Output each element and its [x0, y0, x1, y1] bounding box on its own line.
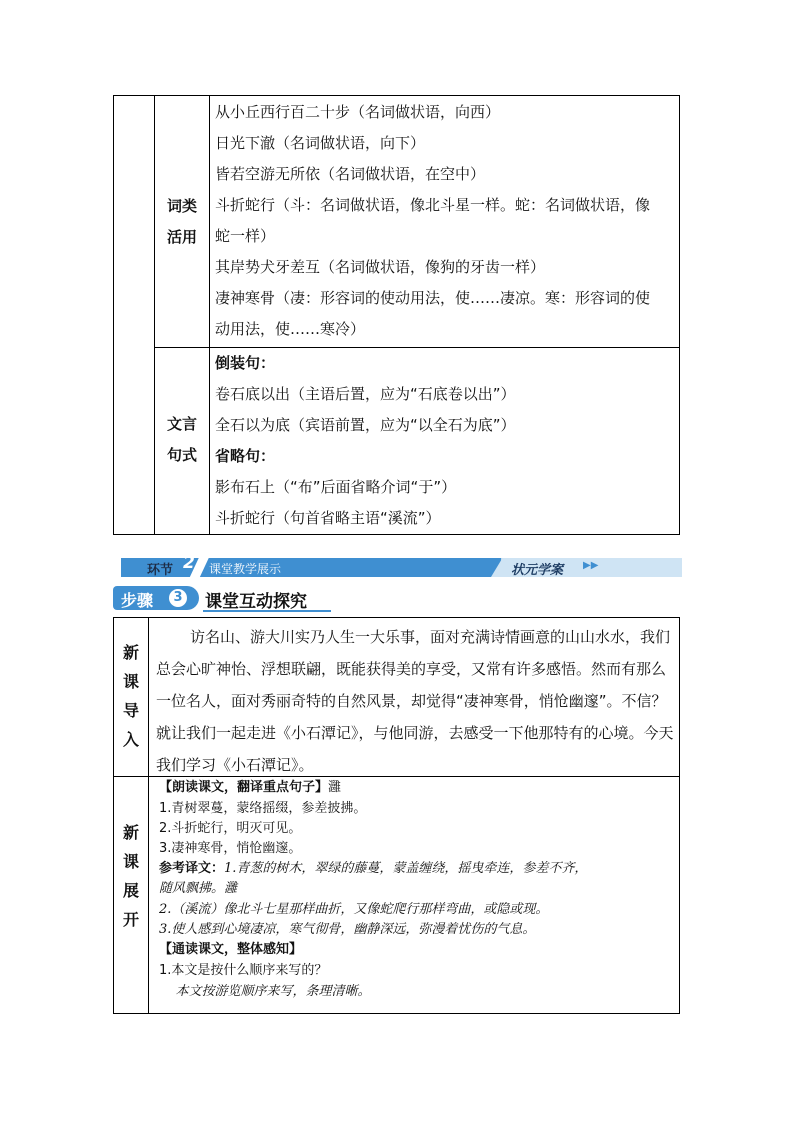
step-title: 课堂互动探究 — [205, 592, 307, 612]
label-char: 课 — [122, 672, 139, 691]
table-margin-column — [114, 96, 155, 534]
banner-title: 课堂教学展示 — [209, 562, 282, 576]
double-arrow-icon: ▶▶ — [583, 560, 599, 571]
section-heading: 【通读课文，整体感知】 — [159, 942, 303, 957]
banner-left-band — [121, 558, 501, 577]
develop-line — [159, 778, 341, 798]
table-line: 省略句： — [215, 447, 276, 465]
banner-brand: 状元学案 — [511, 563, 564, 578]
vocab-table — [113, 95, 680, 535]
table-line: 倒装句： — [215, 354, 276, 372]
category-label-wenyan — [155, 409, 209, 471]
develop-line: 本文按游览顺序来写，条理清晰。 — [159, 984, 371, 999]
line-suffix: 灉 — [328, 780, 342, 795]
table-line: 凄神寒骨（凄：形容词的使动用法，使……凄凉。寒：形容词的使 — [215, 289, 651, 307]
label-char: 课 — [122, 852, 139, 871]
table-line: 皆若空游无所依（名词做状语，在空中） — [215, 165, 486, 183]
table-line: 从小丘西行百二十步（名词做状语，向西） — [215, 103, 501, 121]
table-line: 蛇一样） — [215, 227, 276, 245]
banner-number: 2 — [183, 553, 195, 573]
develop-line: 1.青树翠蔓，蒙络摇缀，参差披拂。 — [159, 801, 367, 816]
label-char: 导 — [122, 701, 139, 720]
label-char: 开 — [122, 910, 139, 929]
intro-paragraph: 访名山、游大川实乃人生一大乐事，面对充满诗情画意的山山水水，我们总会心旷神怡、浮想联翩，既能获得美的享受，又常有许多感悟。然而有那么一位名人，面对秀丽奇特的自然风景，却觉得“凄神寒骨，悄怆幽邃”。不信？就让我们一起走进《小石潭记》，与他同游，去感受一下他那特有的心境。今天我们学习《小石潭记》。 — [156, 628, 674, 774]
develop-line: 1.本文是按什么顺序来写的？ — [159, 963, 328, 978]
label-char: 新 — [122, 823, 139, 842]
develop-line: 随风飘拂。灉 — [159, 881, 238, 896]
table-line: 斗折蛇行（句首省略主语“溪流”） — [215, 509, 441, 527]
table-line: 日光下澈（名词做状语，向下） — [215, 134, 426, 152]
reference-label: 参考译文： — [159, 861, 225, 876]
develop-line: 3.凄神寒骨，悄怆幽邃。 — [159, 841, 302, 856]
step-label: 步骤 — [121, 591, 154, 610]
category-label-line: 活用 — [166, 228, 197, 246]
table-line: 斗折蛇行（斗：名词做状语，像北斗星一样。蛇：名词做状语，像 — [215, 196, 651, 214]
step-title-underline — [203, 610, 331, 612]
lesson-table — [113, 617, 680, 1014]
table-line: 动用法，使……寒冷） — [215, 320, 366, 338]
table-line: 全石以为底（宾语前置，应为“以全石为底”） — [215, 416, 516, 434]
develop-line — [159, 859, 587, 879]
reference-text: 1.青葱的树木，翠绿的藤蔓，蒙盖缠绕，摇曳牵连，参差不齐， — [224, 861, 588, 876]
develop-line: 3.使人感到心境凄凉，寒气彻骨，幽静深远，弥漫着忧伤的气息。 — [159, 922, 536, 937]
label-char: 新 — [122, 643, 139, 662]
banner-huanjie-label: 环节 — [147, 563, 174, 578]
label-char: 入 — [122, 730, 139, 749]
table-line: 影布石上（“布”后面省略介词“于”） — [215, 478, 457, 496]
category-label-ciilei — [155, 191, 209, 253]
intro-label — [114, 638, 148, 754]
table-line: 卷石底以出（主语后置，应为“石底卷以出”） — [215, 385, 516, 403]
category-label-line: 文言 — [166, 415, 197, 433]
section-heading: 【朗读课文，翻译重点句子】 — [159, 780, 329, 795]
step-pill — [113, 586, 199, 610]
develop-label — [114, 818, 148, 934]
table-line: 其岸势犬牙差互（名词做状语，像狗的牙齿一样） — [215, 258, 546, 276]
step-number: 3 — [169, 589, 187, 607]
label-char: 展 — [122, 881, 139, 900]
category-label-line: 句式 — [166, 446, 197, 464]
develop-line: 2.斗折蛇行，明灭可见。 — [159, 821, 302, 836]
develop-line: 2.（溪流）像北斗七星那样曲折，又像蛇爬行那样弯曲，或隐或现。 — [159, 902, 549, 917]
section-banner — [121, 553, 682, 578]
category-label-line: 词类 — [166, 197, 197, 215]
